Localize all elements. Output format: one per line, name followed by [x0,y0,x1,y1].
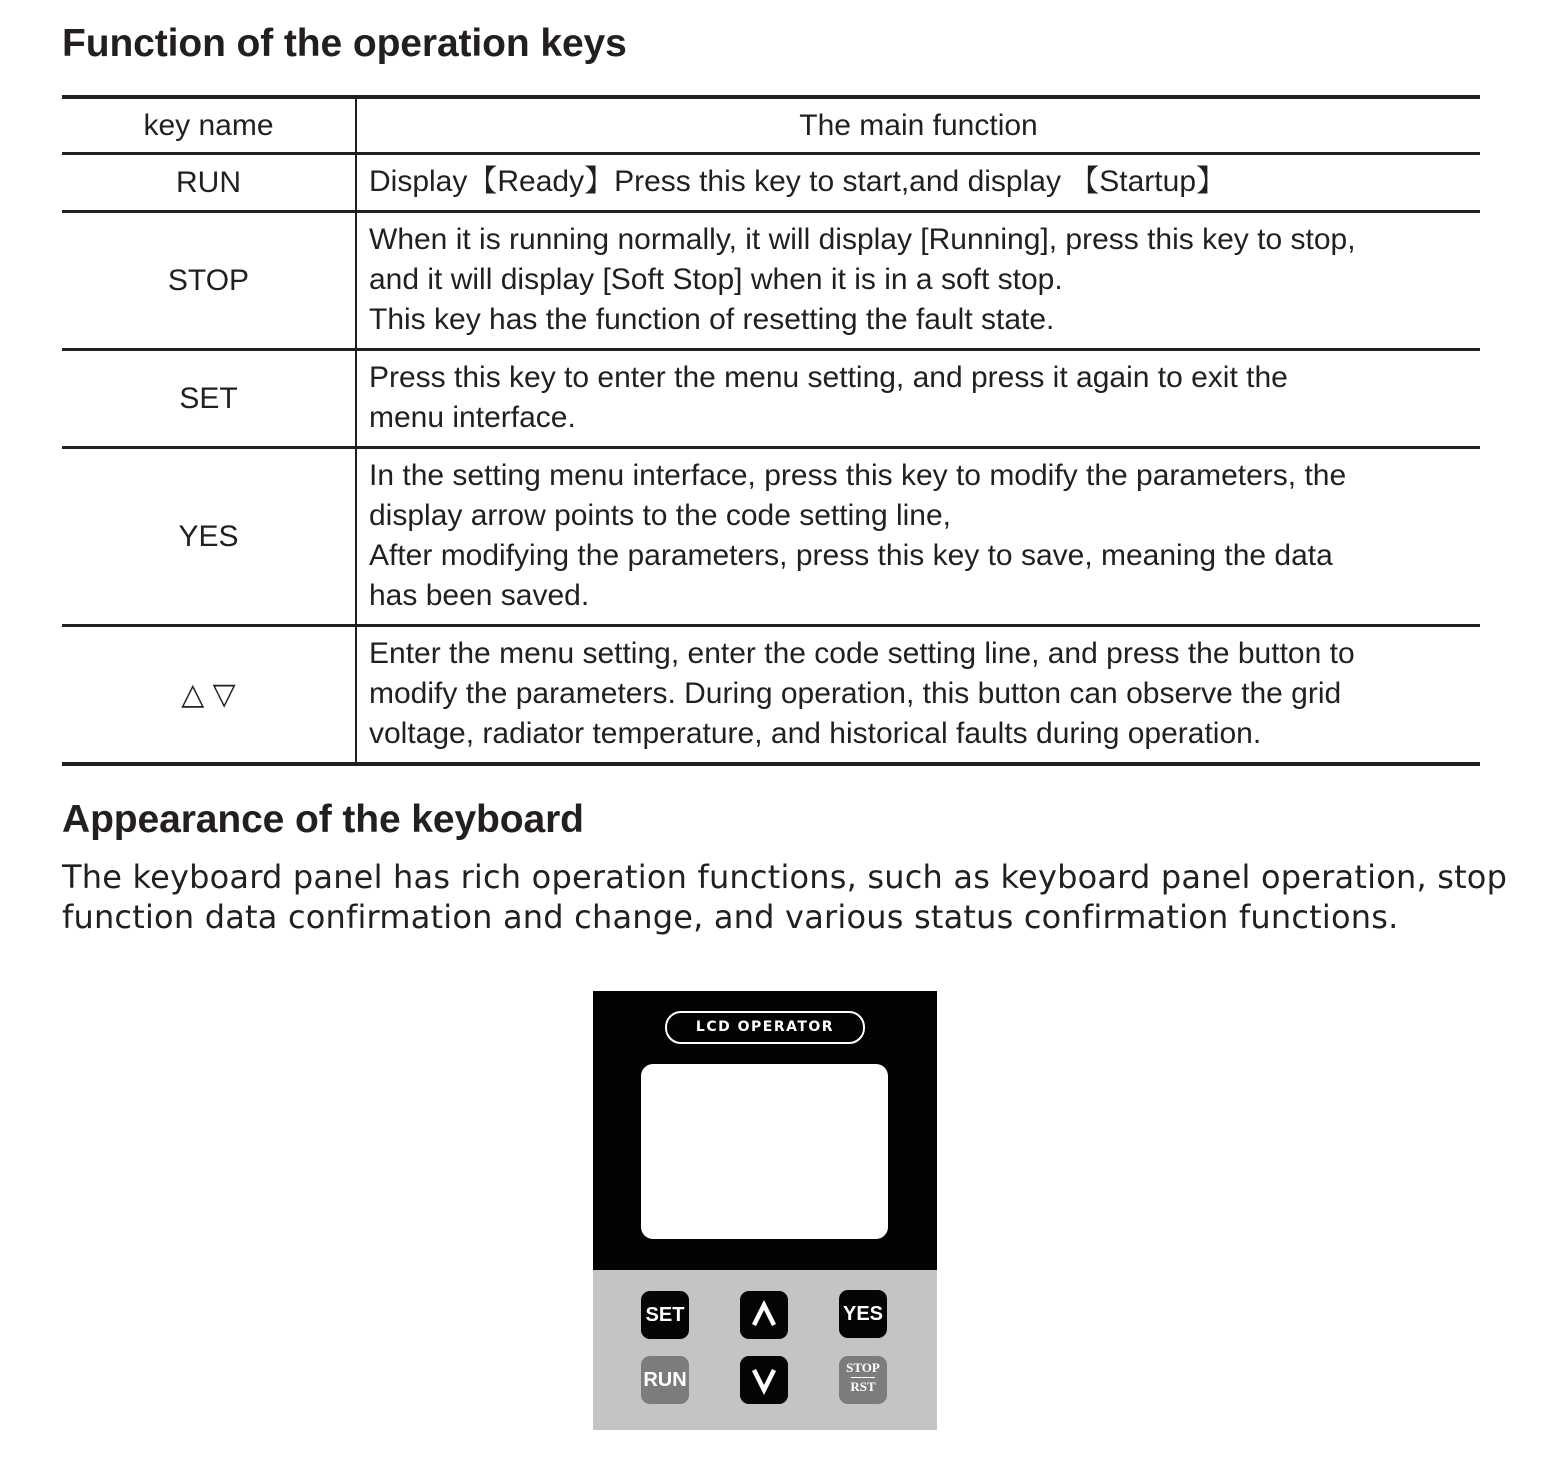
table-row [62,448,1480,626]
section-title-keyboard-appearance: Appearance of the keyboard [62,798,584,841]
function-cell [356,448,1480,626]
table-row [62,626,1480,765]
function-line: When it is running normally, it will display [Running], press this key to stop, [369,223,1356,256]
function-line: menu interface. [369,401,576,434]
function-line: Enter the menu setting, enter the code setting line, and press the button to [369,637,1355,670]
lcd-operator-badge: LCD OPERATOR [665,1011,865,1044]
up-button[interactable] [740,1291,788,1339]
panel-display-area [593,991,937,1270]
stop-reset-button[interactable] [839,1356,887,1404]
table-row [62,154,1480,212]
stop-divider [851,1377,875,1378]
function-line: This key has the function of resetting the fault state. [369,303,1055,336]
function-cell [356,350,1480,448]
keyboard-panel [593,991,937,1430]
run-button[interactable]: RUN [641,1356,689,1404]
key-name-cell: RUN [62,154,356,212]
key-name-cell: YES [62,448,356,626]
column-header-main-function: The main function [356,97,1480,154]
key-name-cell: STOP [62,212,356,350]
table-row [62,350,1480,448]
function-cell [356,626,1480,765]
chevron-down-icon [740,1356,788,1404]
function-cell [356,212,1480,350]
down-button[interactable] [740,1356,788,1404]
chevron-up-icon [740,1291,788,1339]
function-line: display arrow points to the code setting line, [369,499,951,532]
stop-label: STOP [846,1360,880,1375]
yes-button[interactable]: YES [839,1290,887,1338]
section-title-operation-keys: Function of the operation keys [62,22,627,65]
intro-line: The keyboard panel has rich operation functions, such as keyboard panel operation, stop [62,858,1508,896]
intro-line: function data confirmation and change, and various status confirmation functions. [62,898,1399,936]
lcd-screen [641,1064,888,1239]
function-line: In the setting menu interface, press this key to modify the parameters, the [369,459,1347,492]
function-line: After modifying the parameters, press this key to save, meaning the data [369,539,1333,572]
function-cell [356,154,1480,212]
function-line: voltage, radiator temperature, and historical faults during operation. [369,717,1262,750]
key-name-cell: SET [62,350,356,448]
function-line: has been saved. [369,579,590,612]
keyboard-intro-paragraph [62,857,1508,937]
table-row [62,212,1480,350]
function-line: and it will display [Soft Stop] when it is in a soft stop. [369,263,1063,296]
function-line: Display【Ready】Press this key to start,and display 【Startup】 [369,165,1227,198]
function-line: modify the parameters. During operation, this button can observe the grid [369,677,1342,710]
operation-keys-table [62,95,1480,766]
reset-label: RST [850,1379,876,1394]
table-header-row [62,97,1480,154]
column-header-key-name: key name [62,97,356,154]
key-name-cell: △ ▽ [62,626,356,765]
set-button[interactable]: SET [641,1291,689,1339]
function-line: Press this key to enter the menu setting, and press it again to exit the [369,361,1288,394]
